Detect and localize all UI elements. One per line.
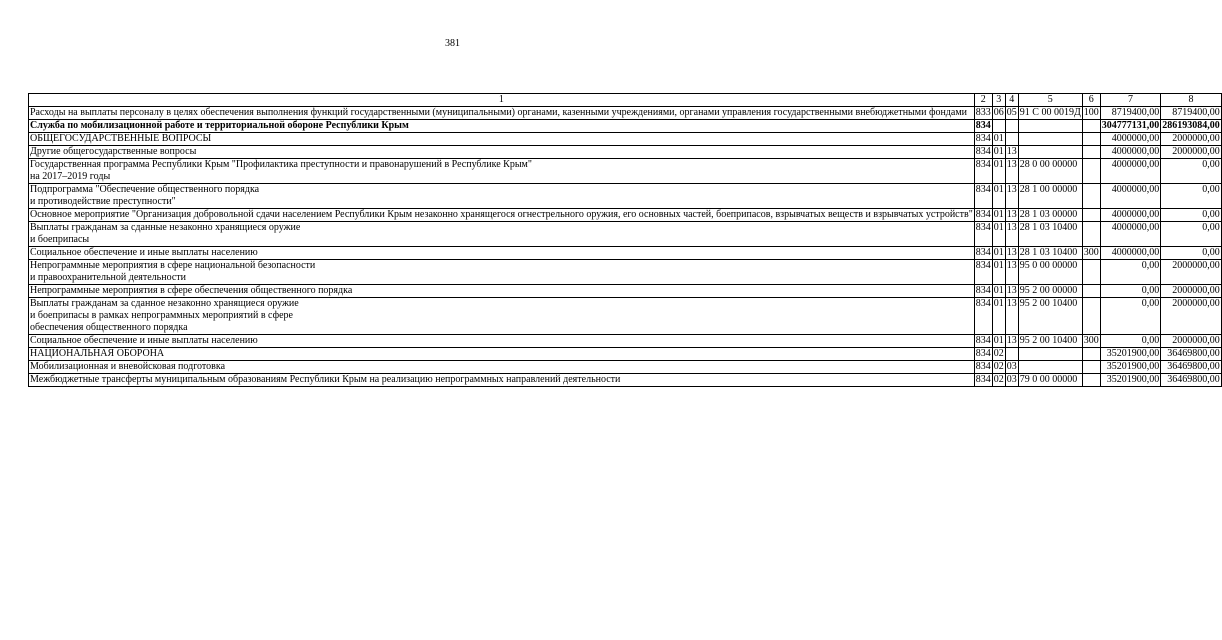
target-article-cell (1018, 146, 1082, 159)
table-row (29, 146, 1222, 159)
amount-year2-cell: 2000000,00 (1161, 260, 1222, 285)
expense-type-cell (1082, 348, 1100, 361)
section-cell: 01 (992, 159, 1005, 184)
target-article-cell: 28 0 00 00000 (1018, 159, 1082, 184)
expense-type-cell (1082, 120, 1100, 133)
row-name-cell: Государственная программа Республики Крым "Профилактика преступности и правонарушений в Республике Крым" на 2017–2019 годы (29, 159, 975, 184)
table-row (29, 247, 1222, 260)
subsection-cell: 13 (1005, 159, 1018, 184)
subsection-cell (1005, 133, 1018, 146)
table-row (29, 348, 1222, 361)
amount-year1-cell: 8719400,00 (1100, 107, 1161, 120)
admin-code-cell: 834 (974, 222, 992, 247)
expense-type-cell (1082, 209, 1100, 222)
table-row (29, 120, 1222, 133)
expense-type-cell (1082, 146, 1100, 159)
row-name-cell: Основное мероприятие "Организация добровольной сдачи населением Республики Крым незаконно хранящегося огнестрельного оружия, его основных частей, боеприпасов, взрывчатых веществ и взрывчатых устройств" (30, 209, 973, 220)
budget-table (28, 93, 1222, 387)
table-header-row (29, 94, 1222, 107)
subsection-cell (1005, 348, 1018, 361)
target-article-cell (1018, 133, 1082, 146)
expense-type-cell (1082, 260, 1100, 285)
amount-year1-cell: 0,00 (1100, 285, 1161, 298)
admin-code-cell: 834 (974, 260, 992, 285)
admin-code-cell: 834 (975, 285, 991, 296)
admin-code-cell: 834 (974, 159, 992, 184)
row-name-cell: Межбюджетные трансферты муниципальным образованиям Республики Крым на реализацию непрограммных направлений деятельности (29, 374, 975, 387)
amount-year1-cell: 0,00 (1100, 260, 1161, 285)
target-article-cell (1018, 348, 1082, 361)
amount-year2-cell: 0,00 (1161, 209, 1222, 222)
subsection-cell (1005, 120, 1018, 133)
amount-year2-cell: 0,00 (1161, 159, 1222, 184)
target-article-cell: 91 С 00 0019Д (1019, 107, 1081, 118)
admin-code-cell: 834 (975, 247, 991, 258)
subsection-cell: 13 (1006, 285, 1017, 296)
admin-code-cell: 834 (975, 133, 991, 144)
table-row (29, 361, 1222, 374)
table-row (29, 298, 1222, 335)
amount-year1-cell: 0,00 (1100, 335, 1161, 348)
expense-type-cell (1082, 222, 1100, 247)
admin-code-cell: 834 (975, 209, 991, 220)
subsection-cell: 03 (1006, 361, 1017, 372)
admin-code-cell: 834 (975, 335, 991, 346)
target-article-cell (1018, 361, 1082, 374)
expense-type-cell: 300 (1083, 335, 1099, 346)
amount-year1-cell: 4000000,00 (1100, 146, 1161, 159)
target-article-cell: 95 0 00 00000 (1018, 260, 1082, 285)
subsection-cell: 13 (1005, 260, 1018, 285)
row-name-cell: Социальное обеспечение и иные выплаты населению (29, 335, 975, 348)
section-cell: 01 (992, 222, 1005, 247)
header-cell: 2 (974, 94, 992, 107)
header-cell: 1 (29, 94, 975, 107)
table-row (29, 159, 1222, 184)
amount-year2-cell: 2000000,00 (1161, 335, 1222, 348)
subsection-cell: 13 (1006, 335, 1017, 346)
table-row (29, 335, 1222, 348)
page-number: 381 (445, 38, 460, 49)
admin-code-cell: 833 (975, 107, 991, 118)
admin-code-cell: 834 (975, 361, 991, 372)
row-name-cell: Социальное обеспечение и иные выплаты населению (29, 247, 975, 260)
table-row (29, 209, 1222, 222)
target-article-cell: 79 0 00 00000 (1018, 374, 1082, 387)
section-cell: 01 (992, 184, 1005, 209)
row-name-cell: Непрограммные мероприятия в сфере национальной безопасности и правоохранительной деятельности (29, 260, 975, 285)
expense-type-cell (1082, 159, 1100, 184)
amount-year1-cell: 4000000,00 (1100, 159, 1161, 184)
amount-year1-cell: 304777131,00 (1101, 120, 1160, 131)
header-cell: 6 (1082, 94, 1100, 107)
subsection-cell: 13 (1006, 146, 1017, 157)
admin-code-cell: 834 (975, 374, 991, 385)
subsection-cell: 03 (1006, 374, 1017, 385)
expense-type-cell: 300 (1083, 247, 1099, 258)
admin-code-cell: 834 (975, 348, 991, 359)
subsection-cell: 13 (1005, 222, 1018, 247)
section-cell: 01 (992, 298, 1005, 335)
table-row (29, 133, 1222, 146)
amount-year2-cell: 2000000,00 (1161, 146, 1222, 159)
section-cell: 01 (993, 247, 1004, 258)
amount-year1-cell: 35201900,00 (1100, 348, 1161, 361)
table-row (29, 107, 1222, 120)
amount-year2-cell: 8719400,00 (1161, 107, 1222, 120)
section-cell: 02 (993, 361, 1004, 372)
section-cell: 01 (993, 209, 1004, 220)
amount-year1-cell: 0,00 (1100, 298, 1161, 335)
admin-code-cell: 834 (975, 146, 991, 157)
row-name-cell: Выплаты гражданам за сданное незаконно хранящиеся оружие и боеприпасы в рамках непрограммных мероприятий в сфере обеспечения общественного порядка (29, 298, 975, 335)
row-name-cell: Расходы на выплаты персоналу в целях обеспечения выполнения функций государственными (муниципальными) органами, казенными учреждениями, органами управления государственными внебюджетными фондами (29, 107, 975, 120)
expense-type-cell (1082, 184, 1100, 209)
amount-year2-cell: 36469800,00 (1161, 374, 1222, 387)
admin-code-cell: 834 (974, 184, 992, 209)
target-article-cell: 95 2 00 10400 (1018, 335, 1082, 348)
section-cell (992, 120, 1005, 133)
section-cell: 01 (993, 285, 1004, 296)
expense-type-cell: 100 (1083, 107, 1099, 118)
amount-year1-cell: 4000000,00 (1100, 247, 1161, 260)
amount-year2-cell: 36469800,00 (1161, 348, 1222, 361)
expense-type-cell (1082, 361, 1100, 374)
amount-year2-cell: 2000000,00 (1161, 298, 1222, 335)
table-row (29, 374, 1222, 387)
expense-type-cell (1082, 374, 1100, 387)
amount-year2-cell: 2000000,00 (1161, 285, 1222, 298)
section-cell: 06 (993, 107, 1004, 118)
target-article-cell: 95 2 00 10400 (1018, 298, 1082, 335)
table-row (29, 285, 1222, 298)
row-name-cell: Непрограммные мероприятия в сфере обеспечения общественного порядка (29, 285, 975, 298)
amount-year2-cell: 36469800,00 (1161, 361, 1222, 374)
subsection-cell: 13 (1005, 298, 1018, 335)
expense-type-cell (1082, 285, 1100, 298)
admin-code-cell: 834 (975, 120, 991, 131)
amount-year1-cell: 4000000,00 (1100, 184, 1161, 209)
target-article-cell (1018, 120, 1082, 133)
target-article-cell: 28 1 03 00000 (1018, 209, 1082, 222)
subsection-cell: 13 (1005, 184, 1018, 209)
row-name-cell: Служба по мобилизационной работе и территориальной обороне Республики Крым (29, 120, 975, 133)
table-row (29, 260, 1222, 285)
row-name-cell: Другие общегосударственные вопросы (29, 146, 975, 159)
table-row (29, 222, 1222, 247)
expense-type-cell (1082, 133, 1100, 146)
amount-year2-cell: 0,00 (1161, 184, 1222, 209)
table-row (29, 184, 1222, 209)
header-cell: 7 (1100, 94, 1161, 107)
target-article-cell: 28 1 03 10400 (1018, 222, 1082, 247)
row-name-cell: НАЦИОНАЛЬНАЯ ОБОРОНА (29, 348, 975, 361)
header-cell: 3 (992, 94, 1005, 107)
section-cell: 01 (992, 260, 1005, 285)
row-name-cell: Выплаты гражданам за сданные незаконно хранящиеся оружие и боеприпасы (29, 222, 975, 247)
subsection-cell: 13 (1006, 247, 1017, 258)
amount-year1-cell: 4000000,00 (1100, 222, 1161, 247)
amount-year2-cell: 0,00 (1161, 222, 1222, 247)
header-cell: 5 (1018, 94, 1082, 107)
amount-year1-cell: 35201900,00 (1100, 374, 1161, 387)
section-cell: 02 (993, 348, 1004, 359)
amount-year1-cell: 4000000,00 (1100, 133, 1161, 146)
expense-type-cell (1082, 298, 1100, 335)
header-cell: 8 (1161, 94, 1222, 107)
row-name-cell: Мобилизационная и вневойсковая подготовка (29, 361, 975, 374)
section-cell: 01 (993, 133, 1004, 144)
header-cell: 4 (1005, 94, 1018, 107)
amount-year1-cell: 4000000,00 (1100, 209, 1161, 222)
row-name-cell: ОБЩЕГОСУДАРСТВЕННЫЕ ВОПРОСЫ (29, 133, 975, 146)
amount-year2-cell: 286193084,00 (1162, 120, 1220, 131)
section-cell: 01 (993, 335, 1004, 346)
target-article-cell: 28 1 00 00000 (1018, 184, 1082, 209)
subsection-cell: 05 (1006, 107, 1017, 118)
section-cell: 02 (993, 374, 1004, 385)
amount-year2-cell: 0,00 (1161, 247, 1222, 260)
section-cell: 01 (993, 146, 1004, 157)
amount-year2-cell: 2000000,00 (1161, 133, 1222, 146)
row-name-cell: Подпрограмма "Обеспечение общественного порядка и противодействие преступности" (29, 184, 975, 209)
target-article-cell: 95 2 00 00000 (1018, 285, 1082, 298)
subsection-cell: 13 (1006, 209, 1017, 220)
admin-code-cell: 834 (974, 298, 992, 335)
target-article-cell: 28 1 03 10400 (1018, 247, 1082, 260)
amount-year1-cell: 35201900,00 (1100, 361, 1161, 374)
